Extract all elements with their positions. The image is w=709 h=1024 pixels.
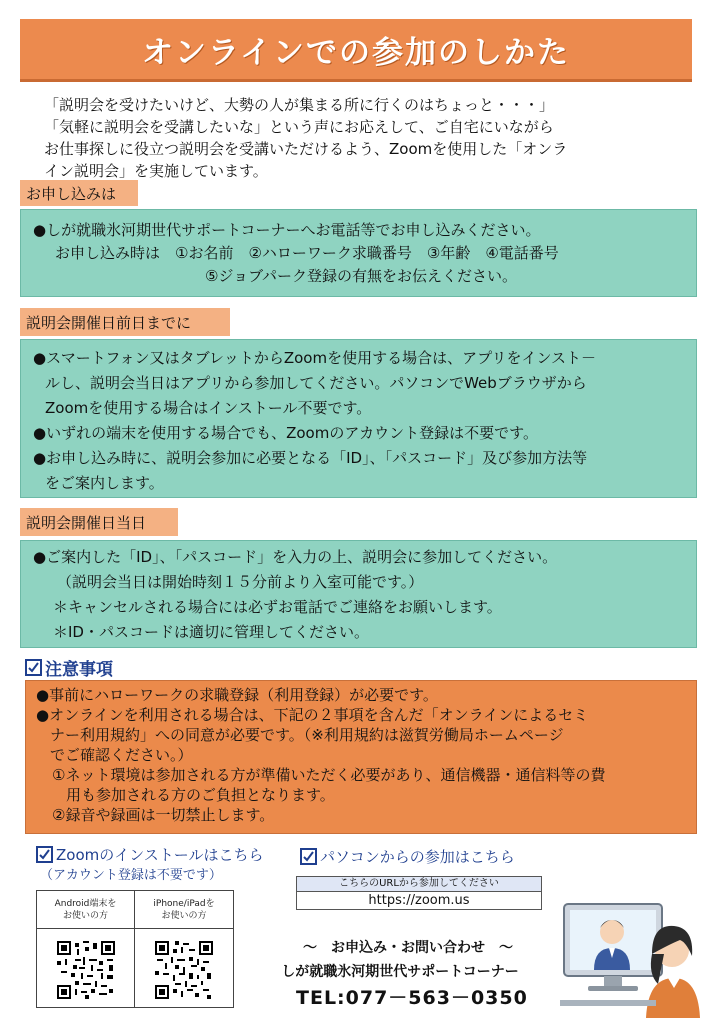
android-label-line: お使いの方	[62, 910, 108, 921]
notes-line: ●オンラインを利用される場合は、下記の２事項を含んだ「オンラインによるセミ	[36, 706, 589, 724]
install-subtitle: （アカウント登録は不要です）	[40, 868, 222, 883]
notes-line: ①ネット環境は参加される方が準備いただく必要があり、通信機器・通信料等の費	[52, 766, 606, 784]
notes-title: 注意事項	[45, 659, 113, 680]
url-box	[296, 876, 542, 910]
android-qr-code[interactable]	[57, 941, 115, 999]
dayof-line: （説明会当日は開始時刻１５分前より入室可能です。）	[57, 573, 424, 591]
iphone-label	[135, 891, 233, 929]
intro-text	[44, 94, 684, 182]
before-box	[20, 339, 697, 498]
before-line: Zoomを使用する場合はインストール不要です。	[45, 399, 372, 417]
pc-heading	[300, 845, 515, 867]
pc-title: パソコンからの参加はこちら	[320, 847, 515, 866]
intro-line: 「気軽に説明会を受講したいな」という声にお応えして、ご自宅にいながら	[44, 118, 554, 136]
before-line: ●お申し込み時に、説明会参加に必要となる「ID」、「パスコード」及び参加方法等	[33, 449, 588, 467]
checkbox-icon	[300, 848, 317, 865]
before-line: ●スマートフォン又はタブレットからZoomを使用する場合は、アプリをインスト－	[33, 349, 597, 367]
section-label-dayof: 説明会開催日当日	[20, 508, 178, 536]
notes-line: でご確認ください。）	[50, 746, 193, 764]
title-banner	[20, 19, 692, 82]
zoom-url-link[interactable]: https://zoom.us	[368, 893, 470, 908]
contact-phone[interactable]: TEL:077－563－0350	[296, 987, 528, 1009]
intro-line: イン説明会」を実施しています。	[44, 162, 268, 180]
notes-heading	[25, 656, 113, 678]
iphone-label-line: iPhone/iPadを	[153, 898, 215, 909]
intro-line: お仕事探しに役立つ説明会を受講いただけるよう、Zoomを使用した「オンラ	[44, 140, 568, 158]
iphone-column	[135, 891, 233, 1007]
android-column	[37, 891, 135, 1007]
notes-line: ●事前にハローワークの求職登録（利用登録）が必要です。	[36, 686, 438, 704]
android-label-line: Android端末を	[54, 898, 117, 909]
checkbox-icon	[25, 659, 42, 676]
install-heading	[36, 843, 264, 865]
before-line: ●いずれの端末を使用する場合でも、Zoomのアカウント登録は不要です。	[33, 424, 538, 442]
page-title: オンラインでの参加のしかた	[141, 34, 571, 71]
apply-line: ●しが就職氷河期世代サポートコーナーへお電話等でお申し込みください。	[33, 221, 541, 239]
section-label-before: 説明会開催日前日までに	[20, 308, 230, 336]
dayof-line: ●ご案内した「ID」、「パスコード」を入力の上、説明会に参加してください。	[33, 548, 558, 566]
install-title: Zoomのインストールはこちら	[56, 845, 264, 864]
apply-line: お申し込み時は ①お名前 ②ハローワーク求職番号 ③年齢 ④電話番号	[55, 244, 559, 262]
contact-org: しが就職氷河期世代サポートコーナー	[281, 964, 519, 980]
checkbox-icon	[36, 846, 53, 863]
qr-table	[36, 890, 234, 1008]
android-label	[37, 891, 134, 929]
dayof-line: ＊ID・パスコードは適切に管理してください。	[53, 623, 369, 641]
notes-line: ナー利用規約」への同意が必要です。（※利用規約は滋賀労働局ホームページ	[50, 726, 564, 744]
iphone-label-line: お使いの方	[161, 910, 207, 921]
iphone-qr-code[interactable]	[155, 941, 213, 999]
contact-heading: ～ お申込み・お問い合わせ ～	[303, 940, 513, 956]
intro-line: 「説明会を受けたいけど、大勢の人が集まる所に行くのはちょっと・・・」	[44, 96, 555, 114]
apply-line: ⑤ジョブパーク登録の有無をお伝えください。	[205, 267, 517, 285]
section-label-apply: お申し込みは	[20, 180, 138, 206]
apply-box	[20, 209, 697, 297]
url-caption: こちらのURLから参加してください	[297, 877, 541, 892]
before-line: ルし、説明会当日はアプリから参加してください。パソコンでWebブラウザから	[45, 374, 587, 392]
before-line: をご案内します。	[45, 474, 164, 492]
dayof-box	[20, 540, 697, 648]
notes-line: 用も参加される方のご負担となります。	[66, 786, 335, 804]
video-call-illustration	[560, 898, 700, 1018]
dayof-line: ＊キャンセルされる場合には必ずお電話でご連絡をお願いします。	[53, 598, 502, 616]
notes-line: ②録音や録画は一切禁止します。	[52, 806, 275, 824]
notes-box	[25, 680, 697, 834]
